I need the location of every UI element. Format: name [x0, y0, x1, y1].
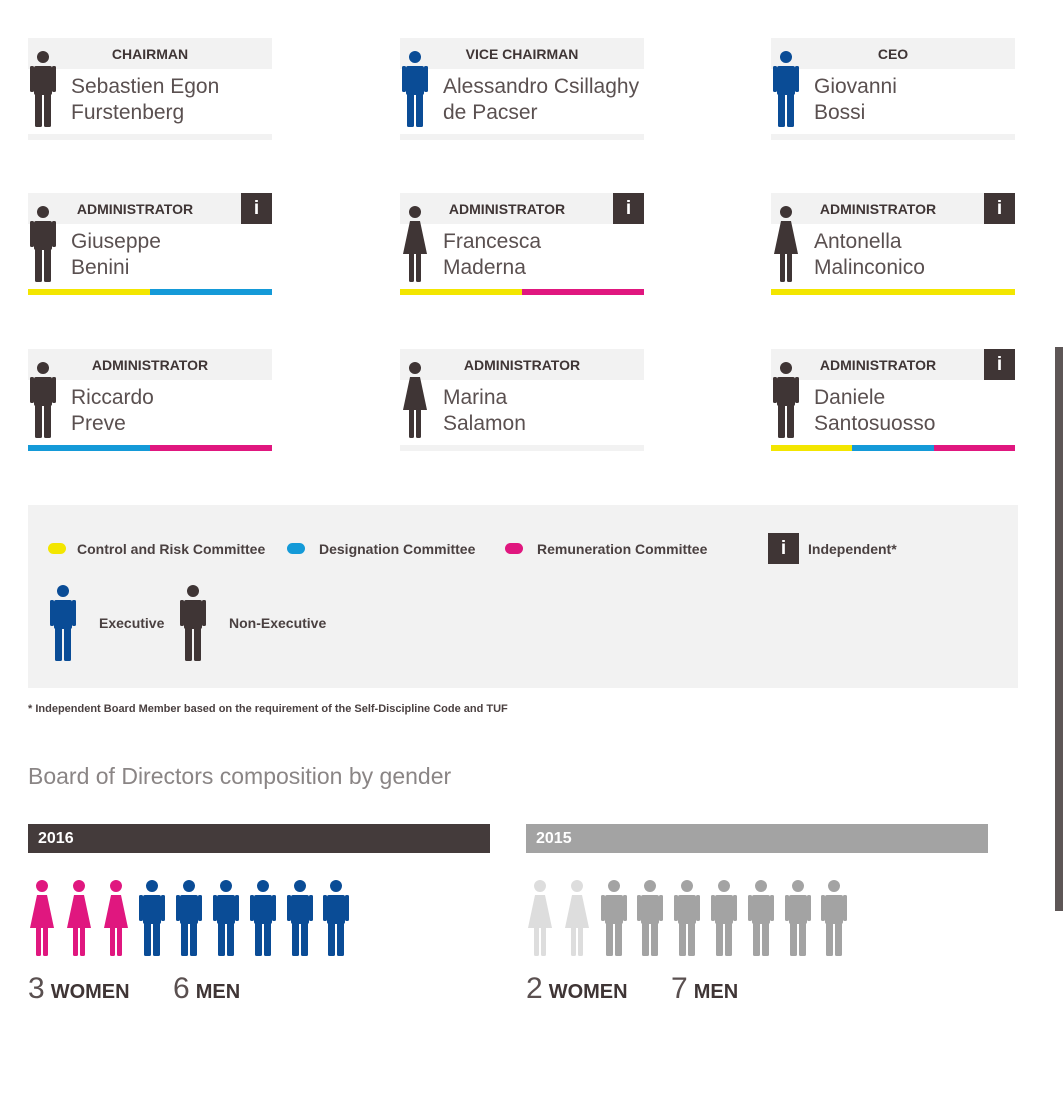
- committee-bar: [400, 445, 644, 451]
- member-name: [814, 74, 897, 126]
- man-icon: [138, 880, 166, 956]
- year-bar-2016: [28, 824, 490, 853]
- member-name-line1: Daniele: [814, 386, 886, 409]
- man-icon: [820, 880, 848, 956]
- man-icon: [747, 880, 775, 956]
- member-name-line1: Giuseppe: [71, 230, 161, 253]
- legend-non-executive: Non-Executive: [229, 615, 327, 631]
- non-executive-person-icon: [180, 585, 206, 661]
- independent-icon: [241, 193, 272, 224]
- board-member-card: [400, 349, 644, 451]
- member-name: [71, 229, 161, 281]
- board-member-card: [400, 38, 644, 140]
- independent-icon: [768, 533, 799, 564]
- year-bar-2015: [526, 824, 988, 853]
- women-label: WOMEN: [50, 981, 130, 1003]
- committee-segment-control-risk: [400, 289, 522, 295]
- man-icon: [286, 880, 314, 956]
- control-risk-dot: [48, 543, 66, 554]
- man-icon: [249, 880, 277, 956]
- board-member-card: [771, 193, 1015, 295]
- women-count-value: 3: [28, 972, 45, 1005]
- member-name-line2: Furstenberg: [71, 101, 185, 124]
- man-icon: [322, 880, 350, 956]
- men-count: [173, 972, 240, 1006]
- role-label: CHAIRMAN: [111, 46, 189, 62]
- legend-panel: [28, 505, 1018, 688]
- independent-icon: [984, 193, 1015, 224]
- section-title: Board of Directors composition by gender: [28, 763, 452, 789]
- board-member-card: [28, 193, 272, 295]
- role-header: [400, 193, 644, 224]
- committee-bar: [771, 134, 1015, 140]
- member-name-line2: de Pacser: [443, 101, 538, 124]
- committee-segment-designation: [150, 289, 272, 295]
- man-icon: [600, 880, 628, 956]
- legend-remuneration: Remuneration Committee: [537, 541, 708, 557]
- men-count-value: 6: [173, 972, 190, 1005]
- independent-mark: i: [780, 538, 787, 559]
- role-label: ADMINISTRATOR: [448, 201, 566, 217]
- committee-bar: [28, 445, 272, 451]
- member-name: [814, 385, 935, 437]
- man-person-icon: [402, 51, 428, 127]
- member-name: [71, 74, 219, 126]
- member-name-line1: Francesca: [443, 230, 542, 253]
- independent-icon: [613, 193, 644, 224]
- member-name: [443, 229, 541, 281]
- man-person-icon: [773, 362, 799, 438]
- woman-icon: [563, 880, 591, 956]
- independent-mark: i: [996, 198, 1003, 219]
- woman-icon: [28, 880, 56, 956]
- member-name: [443, 74, 639, 126]
- role-header: [28, 349, 272, 380]
- women-count-value: 2: [526, 972, 543, 1005]
- woman-person-icon: [773, 206, 799, 282]
- man-person-icon: [773, 51, 799, 127]
- women-label: WOMEN: [548, 981, 628, 1003]
- committee-segment-control-risk: [28, 289, 150, 295]
- designation-dot: [287, 543, 305, 554]
- member-name-line2: Preve: [71, 412, 126, 435]
- man-icon: [784, 880, 812, 956]
- role-header: [771, 38, 1015, 69]
- member-name-line2: Salamon: [443, 412, 526, 435]
- man-icon: [212, 880, 240, 956]
- committee-segment-designation: [852, 445, 933, 451]
- legend-designation: Designation Committee: [319, 541, 476, 557]
- man-person-icon: [30, 206, 56, 282]
- committee-segment-designation: [28, 445, 150, 451]
- member-name: [443, 385, 526, 437]
- board-member-card: [771, 38, 1015, 140]
- man-icon: [175, 880, 203, 956]
- man-icon: [673, 880, 701, 956]
- board-member-card: [400, 193, 644, 295]
- woman-icon: [526, 880, 554, 956]
- legend-independent: Independent*: [808, 541, 897, 557]
- legend-executive: Executive: [99, 615, 165, 631]
- man-person-icon: [30, 51, 56, 127]
- role-label: ADMINISTRATOR: [819, 357, 937, 373]
- role-header: [28, 38, 272, 69]
- role-header: [400, 349, 644, 380]
- footnote: * Independent Board Member based on the requirement of the Self-Discipline Code and TUF: [28, 703, 508, 715]
- role-label: VICE CHAIRMAN: [465, 46, 579, 62]
- role-label: ADMINISTRATOR: [463, 357, 581, 373]
- committee-segment-remuneration: [522, 289, 644, 295]
- committee-bar: [771, 289, 1015, 295]
- member-name-line1: Riccardo: [71, 386, 154, 409]
- year-label: 2016: [38, 830, 74, 847]
- member-name-line1: Alessandro Csillaghy: [443, 75, 640, 98]
- woman-person-icon: [402, 362, 428, 438]
- role-label: CEO: [877, 46, 909, 62]
- member-name-line2: Santosuosso: [814, 412, 936, 435]
- member-name-line1: Antonella: [814, 230, 902, 253]
- men-label: MEN: [195, 981, 241, 1003]
- woman-icon: [102, 880, 130, 956]
- role-header: [400, 38, 644, 69]
- women-count: [526, 972, 628, 1006]
- member-name-line1: Giovanni: [814, 75, 897, 98]
- member-name: [71, 385, 154, 437]
- committee-segment-remuneration: [934, 445, 1015, 451]
- legend-control-risk: Control and Risk Committee: [77, 541, 266, 557]
- committee-bar: [28, 134, 272, 140]
- member-name-line2: Malinconico: [814, 256, 925, 279]
- role-label: ADMINISTRATOR: [76, 201, 194, 217]
- member-name-line2: Maderna: [443, 256, 526, 279]
- committee-bar: [28, 289, 272, 295]
- men-count-value: 7: [671, 972, 688, 1005]
- men-count: [671, 972, 738, 1006]
- year-label: 2015: [536, 830, 572, 847]
- role-label: ADMINISTRATOR: [819, 201, 937, 217]
- member-name-line1: Marina: [443, 386, 508, 409]
- independent-mark: i: [996, 354, 1003, 375]
- role-header: [771, 193, 1015, 224]
- woman-icon: [65, 880, 93, 956]
- role-header: [28, 193, 272, 224]
- remuneration-dot: [505, 543, 523, 554]
- member-name-line2: Benini: [71, 256, 130, 279]
- board-member-card: [28, 349, 272, 451]
- committee-bar: [771, 445, 1015, 451]
- independent-icon: [984, 349, 1015, 380]
- independent-mark: i: [253, 198, 260, 219]
- role-header: [771, 349, 1015, 380]
- women-count: [28, 972, 130, 1006]
- member-name-line1: Sebastien Egon: [71, 75, 220, 98]
- man-icon: [710, 880, 738, 956]
- man-icon: [636, 880, 664, 956]
- board-member-card: [771, 349, 1015, 451]
- committee-segment-control-risk: [771, 445, 852, 451]
- independent-mark: i: [625, 198, 632, 219]
- member-name-line2: Bossi: [814, 101, 866, 124]
- scrollbar[interactable]: [1055, 347, 1063, 911]
- member-name: [814, 229, 925, 281]
- committee-segment-remuneration: [150, 445, 272, 451]
- men-label: MEN: [693, 981, 739, 1003]
- board-member-card: [28, 38, 272, 140]
- committee-segment-control-risk: [771, 289, 1015, 295]
- man-person-icon: [30, 362, 56, 438]
- committee-bar: [400, 134, 644, 140]
- role-label: ADMINISTRATOR: [91, 357, 209, 373]
- woman-person-icon: [402, 206, 428, 282]
- executive-person-icon: [50, 585, 76, 661]
- committee-bar: [400, 289, 644, 295]
